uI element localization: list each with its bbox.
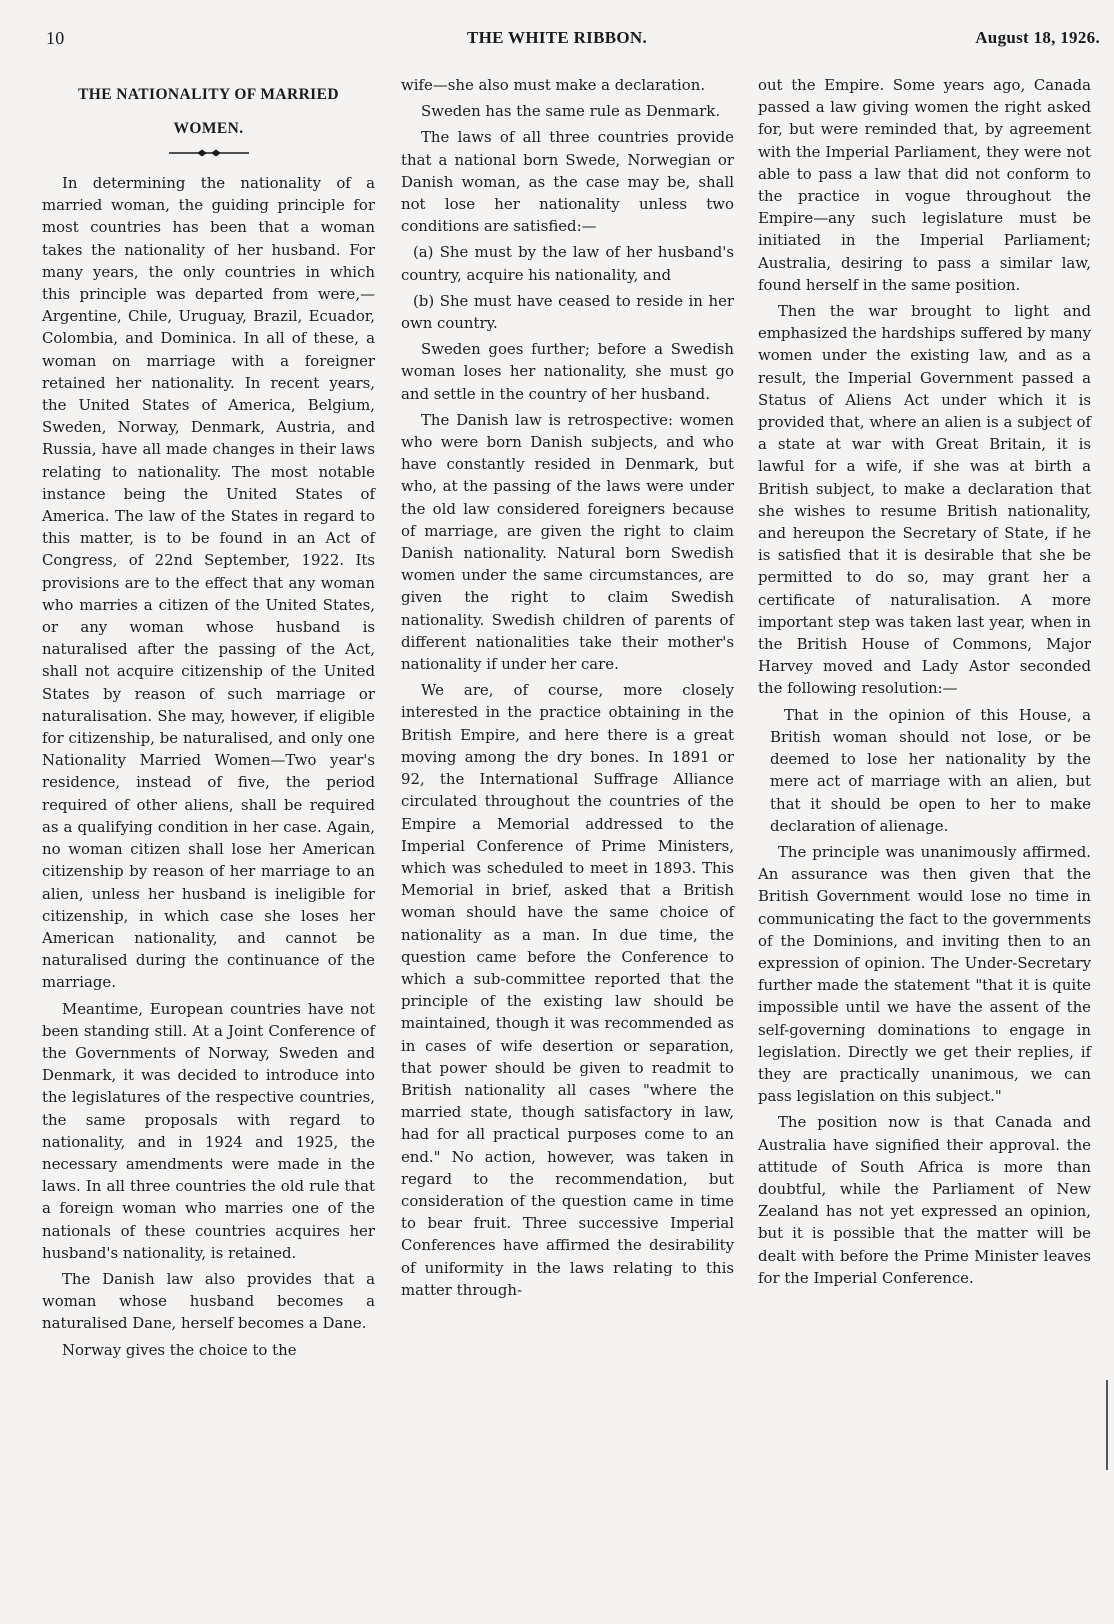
masthead: THE WHITE RIBBON. [466,28,648,47]
paragraph: Meantime, European countries have not been standing still. At a Joint Conference of the Governments of Norway, Sweden and Denmark, it was decided to introduce into the legislatures of the respective countries, the same proposals with regard to nationality, and in 1924 and 1925, the necessary amendments were made in the laws. In all three countries the old rule that a foreign woman who marries one of the nationals of these countries acquires her husband's nationality, is retained. [42,999,375,1262]
issue-date: August 18, 1926. [975,28,1100,47]
paragraph: Sweden goes further; before a Swedish woman loses her nationality, she must go and settle in the country of her husband. [401,340,734,403]
article-title: THE NATIONALITY OF MARRIED WOMEN. [78,86,339,137]
paragraph: The Danish law also provides that a woman whose husband becomes a naturalised Dane, herself becomes a Dane. [42,1269,375,1333]
paragraph: The laws of all three countries provide that a national born Swede, Norwegian or Danish woman, as the case may be, shall not lose her nationality unless two conditions are satisfied:— [401,128,734,236]
paragraph: In determining the nationality of a married woman, the guiding principle for most countries has been that a woman takes the nationality of her husband. For many years, the only countries in which this principle was departed from were,—Argentine, Chile, Uruguay, Brazil, Ecuador, Colombia, and Dominica. In all of these, a woman on marriage with a foreigner retained her nationality. In recent years, the United States of America, Belgium, Sweden, Norway, Denmark, Austria, and Russia, have all made changes in their laws relating to nationality. The most notable instance being the United States of America. The law of the States in regard to this matter, is to be found in an Act of Congress, of 22nd September, 1922. Its provisions are to the effect that any woman who marries a citizen of the United States, or any woman whose husband is naturalised after the passing of the Act, shall not acquire citizenship of the United States by reason of such marriage or naturalisation. She may, however, if eligible for citizenship, be naturalised, and only one Nationality Married Women—Two year's residence, instead of five, the period required of other aliens, shall be required as a qualifying condition in her case. Again, no woman citizen shall lose her American citizenship by reason of her marriage to an alien, unless her husband is ineligible for citizenship, in which case she loses her American nationality, and cannot be naturalised during the continuance of the marriage. [42,174,375,992]
paragraph-continuation: out the Empire. Some years ago, Canada passed a law giving women the right asked for, but were reminded that, by agreement with the Imperial Parliament, they were not able to pass a law that did not conform to the practice in vogue throughout the Empire—any such legislature must be initiated in the Imperial Parliament; Australia, desiring to pass a similar law, found herself in the same position. [758,76,1091,294]
article-column-1 [42,74,375,1365]
paragraph: The principle was unanimously affirmed. An assurance was then given that the British Government would lose no time in communicating the fact to the governments of the Dominions, and inviting then to an expression of opinion. The Under-Secretary further made the statement "that it is quite impossible until we have the assent of the self-governing dominations to engage in legislation. Directly we get their replies, if they are practically unanimous, we can pass legislation on this subject." [758,842,1091,1106]
page-edge-mark [1106,1380,1108,1470]
resolution-quote [770,704,1091,837]
page-number: 10 [46,28,65,48]
paragraph: The position now is that Canada and Australia have signified their approval. the attitude of South Africa is more than doubtful, while the Parliament of New Zealand has not yet expressed an opinion, but it is possible that the matter will be dealt with before the Prime Minister leaves for the Imperial Conference. [758,1113,1091,1287]
paragraph: Norway gives the choice to the [62,1340,297,1359]
article-column-2 [401,74,734,1305]
condition-a: (a) She must by the law of her husband's country, acquire his nationality, and [401,243,734,284]
title-ornament-divider [169,148,249,158]
resolution-text: That in the opinion of this House, a British woman should not lose, or be deemed to lose her nationality by the mere act of marriage with an alien, but that it should be open to her to make declaration of alienage. [770,705,1091,835]
paragraph: We are, of course, more closely interested in the practice obtaining in the British Empire, and here there is a great moving among the dry bones. In 1891 or 92, the International Suffrage Alliance circulated throughout the countries of the Empire a Memorial addressed to the Imperial Conference of Prime Ministers, which was scheduled to meet in 1893. This Memorial in brief, asked that a British woman should have the same choice of nationality as a man. In due time, the question came before the Conference to which a sub-committee reported that the principle of the existing law should be maintained, though it was recommended as in cases of wife desertion or separation, that power should be given to readmit to British nationality all cases "where the married state, though satisfactory in law, had for all practical purposes come to an end." No action, however, was taken in regard to the recommendation, but consideration of the question came in time to bear fruit. Three successive Imperial Conferences have affirmed the desirability of uniformity in the laws relating to this matter through- [401,681,734,1299]
paragraph-continuation: wife—she also must make a declaration. [401,76,706,94]
article-column-3 [758,74,1091,1293]
paragraph: Sweden has the same rule as Denmark. [421,102,721,121]
condition-b: (b) She must have ceased to reside in her own country. [401,291,734,333]
paragraph: Then the war brought to light and emphasized the hardships suffered by many women under the existing law, and as a result, the Imperial Government passed a Status of Aliens Act under which it is provided that, where an alien is a subject of a state at war with Great Britain, it is lawful for a wife, if she was at birth a British subject, to make a declaration that she wishes to resume British nationality, and hereupon the Secretary of State, if he is satisfied that it is desirable that she be permitted to do so, may grant her a certificate of naturalisation. A more important step was taken last year, when in the British House of Commons, Major Harvey moved and Lady Astor seconded the following resolution:— [758,302,1091,698]
paragraph: The Danish law is retrospective: women who were born Danish subjects, and who have constantly resided in Denmark, but who, at the passing of the laws were under the old law considered foreigners because of marriage, are given the right to claim Danish nationality. Natural born Swedish women under the same circumstances, are given the right to claim Swedish nationality. Swedish children of parents of different nationalities take their mother's nationality if under her care. [401,410,734,674]
